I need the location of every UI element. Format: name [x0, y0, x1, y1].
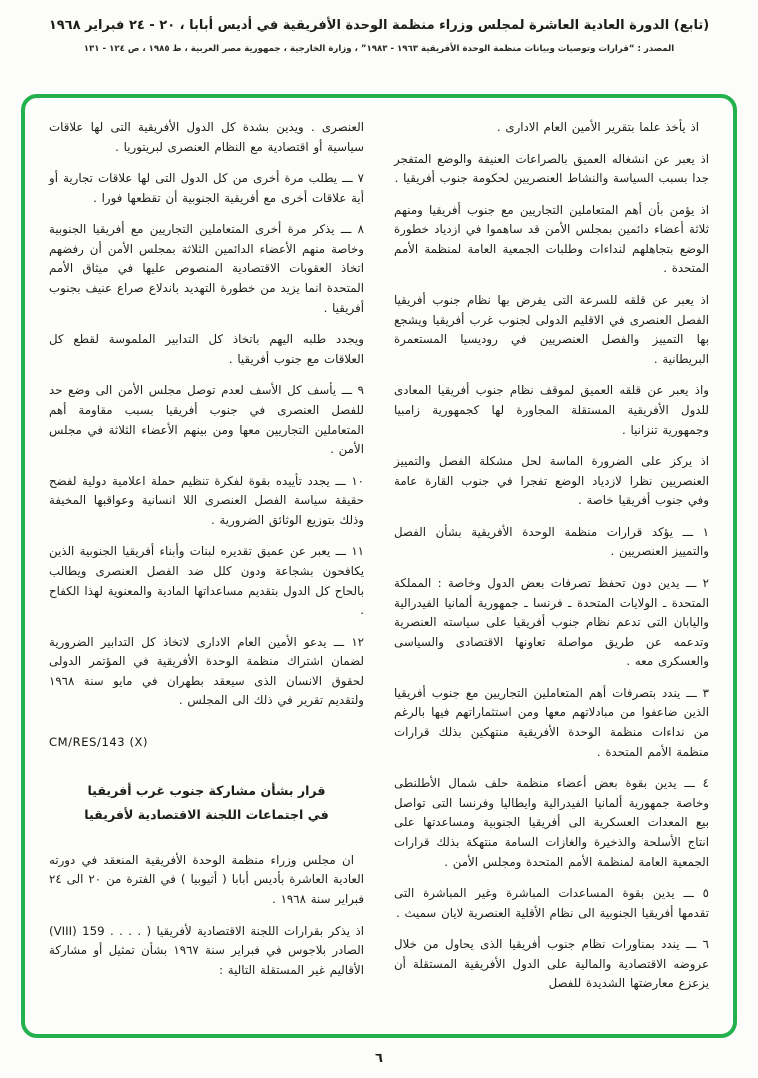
paragraph: اذ يؤمن بأن أهم المتعاملين التجاريين مع جنوب أفريقيا ومنهم ثلاثة أعضاء دائمين بمجلس الأمن قد ساهموا في ازدياد خطورة الوضع بتجاهلهم لنداءات وطلبات الجمعية العامة لمنظمة الأمم المتحدة .: [394, 202, 709, 276]
resolution-reference-code: CM/RES/143 (X): [49, 735, 149, 750]
paragraph: ويجدد طلبه اليهم باتخاذ كل التدابير الملموسة لقطع كل العلاقات مع جنوب أفريقيا .: [49, 332, 364, 366]
resolution-item-6: ٦ ـــ يندد بمناورات نظام جنوب أفريقيا الذى يحاول من خلال عروضه الاقتصادية والمالية على الدول الأفريقية المستقلة أن يزعزع معارضتها الشديدة للفصل: [394, 937, 709, 991]
paragraph: واذ يعبر عن قلقه العميق لموقف نظام جنوب أفريقيا المعادى للدول الأفريقية المستقلة المجاورة لها كجمهورية زامبيا وجمهورية تنزانيا .: [394, 383, 709, 437]
resolution-item-4: ٤ ـــ يدين بقوة بعض أعضاء منظمة حلف شمال الأطلنطى وخاصة جمهورية ألمانيا الفيدرالية وايطاليا وفرنسا التى تواصل بيع المعدات العسكرية الى أفريقيا الجنوبية ومساعدتها على انتاج الأسلحة والذخيرة والغازات السامة منتهكة بذلك قرارات الجمعية العامة لمنظمة الأمم المتحدة ومجلس الأمن .: [394, 776, 709, 869]
resolution-title-line-1: قرار بشأن مشاركة جنوب غرب أفريقيا: [87, 783, 326, 799]
green-border-frame: [21, 94, 737, 1038]
resolution-item-11: ١١ ـــ يعبر عن عميق تقديره لبنات وأبناء أفريقيا الجنوبية الذين يكافحون بشجاعة ودون كلل ضد الفصل العنصرى ويطالب بالحاح كل الدول بتقديم مساعداتها المادية والمعنوية لهذا الكفاح .: [49, 544, 364, 618]
paragraph: اذ يذكر بقرارات اللجنة الاقتصادية لأفريقيا ( . . . . 159 (VIII) الصادر بلاجوس في فبراير سنة ١٩٦٧ بشأن تمثيل أو مشاركة الأقاليم غير المستقلة التالية :: [49, 923, 364, 977]
resolution-title-line-2: في اجتماعات اللجنة الاقتصادية لأفريقيا: [84, 806, 329, 822]
document-source-line: المصدر : “قرارات وتوصيات وبيانات منظمة الوحدة الأفريقية ١٩٦٣ - ١٩٨٣” ، وزارة الخارجية ، جمهورية مصر العربية ، ط ١٩٨٥ ، ص ١٢٤ - ١٣١: [83, 43, 675, 54]
resolution-item-3: ٣ ـــ يندد بتصرفات أهم المتعاملين التجاريين مع جنوب أفريقيا الذين ضاعفوا من مبادلاتهم معها ومن استثماراتهم فيها بالرغم من نداءات منظمة الوحدة الأفريقية منتهكين بذلك قرارات منظمة الأمم المتحدة .: [394, 685, 709, 759]
page-number: ٦: [375, 1051, 383, 1066]
paragraph: اذ يأخذ علما بتقرير الأمين العام الادارى .: [496, 120, 699, 134]
document-title: (تابع) الدورة العادية العاشرة لمجلس وزراء منظمة الوحدة الأفريقية في أديس أبابا ، ٢٠ - ٢٤ فبراير ١٩٦٨: [48, 18, 710, 33]
column-left: [49, 118, 364, 1020]
resolution-item-8: ٨ ـــ يذكر مرة أخرى المتعاملين التجاريين مع أفريقيا الجنوبية وخاصة منهم الأعضاء الدائمين الثلاثة بمجلس الأمن أن رفضهم اتخاذ العقوبات الاقتصادية المنصوص عليها في ميثاق الأمم المتحدة انما يزيد من خطورة التهديد باندلاع صراع عنيف بجنوب أفريقيا .: [49, 222, 364, 315]
paragraph: ان مجلس وزراء منظمة الوحدة الأفريقية المنعقد في دورته العادية العاشرة بأديس أبابا ( أثيوبيا ) في الفترة من ٢٠ الى ٢٤ فبراير سنة ١٩٦٨ .: [49, 852, 364, 907]
document-header: [0, 16, 758, 54]
resolution-item-1: ١ ـــ يؤكد قرارات منظمة الوحدة الأفريقية بشأن الفصل والتمييز العنصريين .: [394, 524, 709, 559]
resolution-title: [49, 779, 364, 827]
paragraph: اذ يعبر عن انشغاله العميق بالصراعات العنيفة والوضع المتفجر جدا بسبب السياسة والنشاط العنصريين لحكومة جنوب أفريقيا .: [394, 151, 709, 186]
resolution-item-9: ٩ ـــ يأسف كل الأسف لعدم توصل مجلس الأمن الى وضع حد للفصل العنصرى في جنوب أفريقيا بسبب مقاومة أهم المتعاملين التجاريين معها ومن بينهم الأعضاء الثلاثة في مجلس الأمن .: [49, 383, 364, 457]
paragraph-continuation: العنصرى . ويدين بشدة كل الدول الأفريقية التى لها علاقات سياسية أو اقتصادية مع النظام العنصرى لبريتوريا .: [49, 120, 364, 154]
resolution-item-10: ١٠ ـــ يجدد تأييده بقوة لفكرة تنظيم حملة اعلامية دولية لفضح حقيقة سياسة الفصل العنصرى اللا انسانية وعواقبها المخيفة وذلك بتوزيع الوثائق الضرورية .: [49, 473, 364, 527]
resolution-item-2: ٢ ـــ يدين دون تحفظ تصرفات بعض الدول وخاصة : المملكة المتحدة ـ الولايات المتحدة ـ فرنسا ـ جمهورية ألمانيا الفيدرالية واليابان التى تدعم نظام جنوب أفريقيا على سياسته العنصرية وتدعمه عن طريق مواصلة تعاونها الاقتصادى والسياسى والعسكرى معه .: [394, 575, 709, 669]
paragraph: اذ يركز على الضرورة الماسة لحل مشكلة الفصل والتمييز العنصريين نظرا لازدياد الوضع تفجرا في جنوب القارة عامة وفي جنوب أفريقيا خاصة .: [394, 454, 709, 508]
resolution-item-7: ٧ ـــ يطلب مرة أخرى من كل الدول التى لها علاقات تجارية أو أية علاقات أخرى مع أفريقية الجنوبية أن تقطعها فورا .: [49, 171, 364, 205]
resolution-item-5: ٥ ـــ يدين بقوة المساعدات المباشرة وغير المباشرة التى تقدمها أفريقيا الجنوبية الى نظام الأقلية العنصرية لايان سميث .: [394, 886, 709, 920]
paragraph: اذ يعبر عن قلقه للسرعة التى يفرض بها نظام جنوب أفريقيا الفصل العنصرى في الاقليم الدولى لجنوب غرب أفريقيا ويشجع بها التمييز والفصل العنصريين في روديسيا المستعمرة البريطانية .: [394, 293, 709, 366]
resolution-item-12: ١٢ ـــ يدعو الأمين العام الادارى لاتخاذ كل التدابير الضرورية لضمان اشتراك منظمة الوحدة الأفريقية في المؤتمر الدولى لحقوق الانسان الذى سيعقد بطهران في مايو سنة ١٩٦٨ ولتقديم تقرير في ذلك الى المجلس .: [49, 634, 364, 708]
column-right: [394, 118, 709, 1020]
two-column-layout: [49, 118, 709, 1020]
